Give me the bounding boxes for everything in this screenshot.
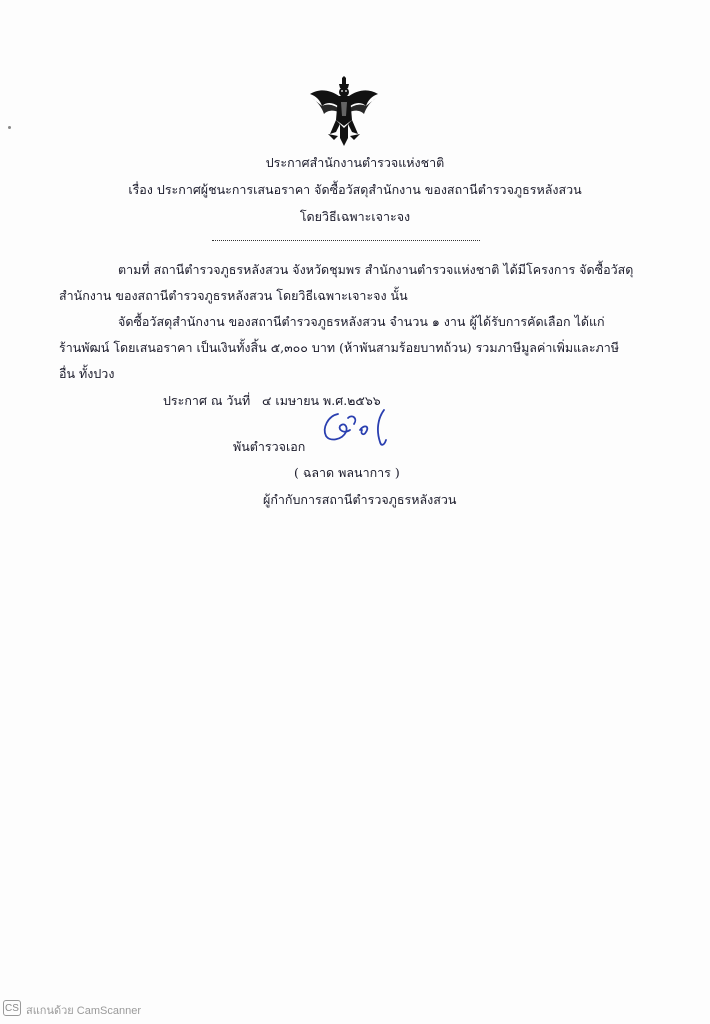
signer-name: ( ฉลาด พลนาการ )	[294, 465, 400, 480]
paragraph-2-line-3: อื่น ทั้งปวง	[59, 366, 115, 381]
header-title: ประกาศสำนักงานตำรวจแห่งชาติ	[265, 155, 445, 170]
scanner-watermark: สแกนด้วย CamScanner	[26, 1005, 142, 1017]
paragraph-1-line-1: ตามที่ สถานีตำรวจภูธรหลังสวน จังหวัดชุมพร สำนักงานตำรวจแห่งชาติ ได้มีโครงการ จัดซื้อวัสดุ	[118, 262, 634, 277]
paragraph-1-line-2: สำนักงาน ของสถานีตำรวจภูธรหลังสวน โดยวิธีเฉพาะเจาะจง นั้น	[59, 288, 408, 303]
signer-position: ผู้กำกับการสถานีตำรวจภูธรหลังสวน	[263, 492, 457, 507]
date-value: ๔ เมษายน พ.ศ.๒๕๖๖	[262, 393, 381, 408]
signer-rank: พันตำรวจเอก	[233, 439, 306, 454]
camscanner-logo-icon: CS	[3, 1000, 21, 1016]
paragraph-2-line-2: ร้านพัฒน์ โดยเสนอราคา เป็นเงินทั้งสิ้น ๕,๓๐๐ บาท (ห้าพันสามร้อยบาทถ้วน) รวมภาษีมูลค่าเพิ่มและภาษี	[59, 340, 620, 355]
garuda-emblem-icon	[308, 76, 380, 148]
date-label: ประกาศ ณ วันที่	[163, 393, 251, 408]
method-line: โดยวิธีเฉพาะเจาะจง	[299, 209, 411, 224]
paragraph-2-line-1: จัดซื้อวัสดุสำนักงาน ของสถานีตำรวจภูธรหลังสวน จำนวน ๑ งาน ผู้ได้รับการคัดเลือก ได้แก่	[118, 314, 605, 329]
subject-line: เรื่อง ประกาศผู้ชนะการเสนอราคา จัดซื้อวัสดุสำนักงาน ของสถานีตำรวจภูธรหลังสวน	[128, 182, 582, 197]
handwritten-signature	[318, 404, 398, 450]
dotted-separator	[212, 240, 480, 241]
scan-speck	[8, 126, 11, 129]
